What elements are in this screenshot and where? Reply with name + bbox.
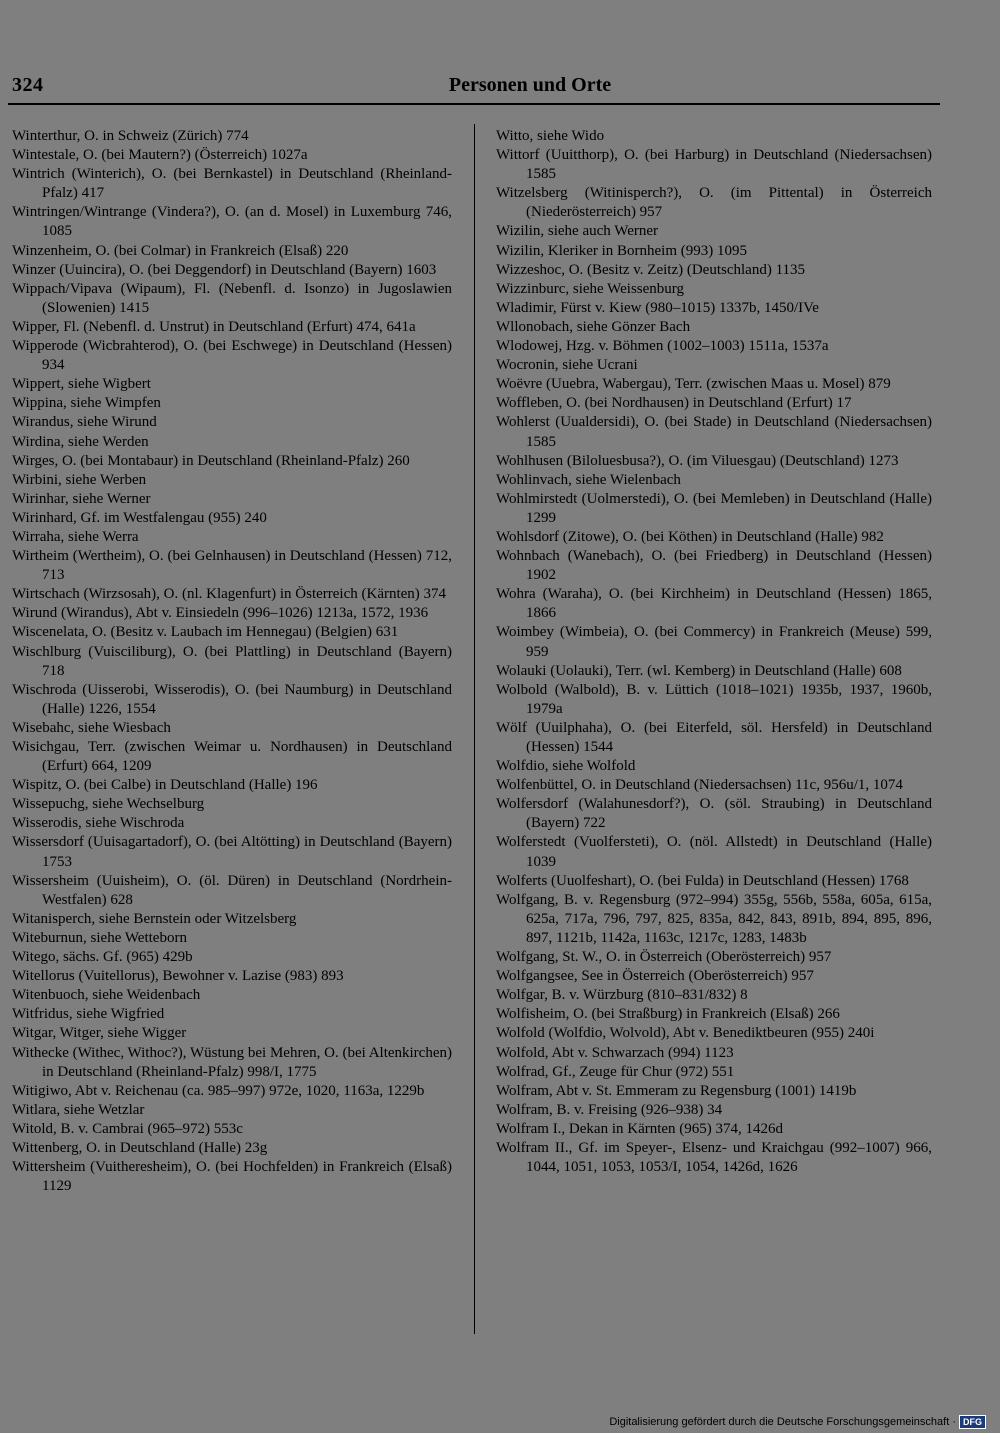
index-entry: Wohra (Waraha), O. (bei Kirchheim) in Deutschland (Hessen) 1865, 1866 <box>496 586 932 622</box>
index-entry: Wisserodis, siehe Wischroda <box>12 815 185 832</box>
index-entry: Wolfersdorf (Walahunesdorf?), O. (söl. Straubing) in Deutschland (Bayern) 722 <box>496 796 932 832</box>
dfg-logo: DFG <box>959 1415 986 1429</box>
index-entry: Wippina, siehe Wimpfen <box>12 395 161 412</box>
index-entry: Withecke (Withec, Withoc?), Wüstung bei Mehren, O. (bei Altenkirchen) in Deutschland (Rheinland-Pfalz) 998/I, 1775 <box>12 1044 452 1080</box>
index-entry: Wirtschach (Wirzsosah), O. (nl. Klagenfurt) in Österreich (Kärnten) 374 <box>12 586 447 603</box>
index-entry: Wischroda (Uisserobi, Wisserodis), O. (bei Naumburg) in Deutschland (Halle) 1226, 1554 <box>12 681 452 717</box>
index-entry: Wirtheim (Wertheim), O. (bei Gelnhausen) in Deutschland (Hessen) 712, 713 <box>12 548 452 584</box>
index-entry: Wintrich (Winterich), O. (bei Bernkastel) in Deutschland (Rheinland-Pfalz) 417 <box>12 166 452 202</box>
index-entry: Wolbold (Walbold), B. v. Lüttich (1018–1021) 1935b, 1937, 1960b, 1979a <box>496 681 932 717</box>
index-entry: Wittorf (Uuitthorp), O. (bei Harburg) in Deutschland (Niedersachsen) 1585 <box>496 147 932 183</box>
index-entry: Wizilin, Kleriker in Bornheim (993) 1095 <box>496 242 748 259</box>
index-entry: Wolfram I., Dekan in Kärnten (965) 374, 1426d <box>496 1120 784 1137</box>
index-entry: Winzer (Uuincira), O. (bei Deggendorf) in Deutschland (Bayern) 1603 <box>12 261 437 278</box>
index-entry: Witold, B. v. Cambrai (965–972) 553c <box>12 1120 243 1137</box>
index-entry: Wirandus, siehe Wirund <box>12 414 157 431</box>
index-entry: Winterthur, O. in Schweiz (Zürich) 774 <box>12 128 249 144</box>
index-entry: Wolfgangsee, See in Österreich (Oberösterreich) 957 <box>496 968 814 985</box>
index-entry: Wirges, O. (bei Montabaur) in Deutschland (Rheinland-Pfalz) 260 <box>12 452 410 469</box>
index-entry: Wolferstedt (Vuolfersteti), O. (nöl. Allstedt) in Deutschland (Halle) 1039 <box>496 834 932 870</box>
index-entry: Wolfdio, siehe Wolfold <box>496 758 636 775</box>
index-entry: Wizzinburc, siehe Weissenburg <box>496 280 684 297</box>
index-entry: Wirbini, siehe Werben <box>12 471 147 488</box>
left-column <box>12 127 452 1196</box>
column-divider <box>474 124 475 1334</box>
index-entry: Wolfold (Wolfdio, Wolvold), Abt v. Benediktbeuren (955) 240i <box>496 1025 875 1042</box>
index-entry: Wirdina, siehe Werden <box>12 433 149 450</box>
index-entry: Wölf (Uuilphaha), O. (bei Eiterfeld, söl. Hersfeld) in Deutschland (Hessen) 1544 <box>496 719 932 755</box>
index-entry: Wissersheim (Uuisheim), O. (öl. Düren) in Deutschland (Nordrhein-Westfalen) 628 <box>12 872 452 908</box>
index-entry: Wispitz, O. (bei Calbe) in Deutschland (Halle) 196 <box>12 777 318 794</box>
header-rule <box>8 103 940 105</box>
index-entry: Wlodowej, Hzg. v. Böhmen (1002–1003) 1511a, 1537a <box>496 338 829 355</box>
index-entry: Wolfgang, B. v. Regensburg (972–994) 355g, 556b, 558a, 605a, 615a, 625a, 717a, 796, 797, 825, 835a, 842, 843, 891b, 894, 895, 896, 897, 1121b, 1142a, 1163c, 1217c, 1283, 1483b <box>496 891 932 946</box>
index-entry: Witigiwo, Abt v. Reichenau (ca. 985–997) 972e, 1020, 1163a, 1229b <box>12 1082 425 1099</box>
index-entry: Wizzeshoc, O. (Besitz v. Zeitz) (Deutschland) 1135 <box>496 261 806 278</box>
index-entry: Wolauki (Uolauki), Terr. (wl. Kemberg) in Deutschland (Halle) 608 <box>496 662 902 679</box>
index-entry: Wirinhar, siehe Werner <box>12 490 151 507</box>
page-number: 324 <box>12 74 44 96</box>
index-entry: Wolfrad, Gf., Zeuge für Chur (972) 551 <box>496 1063 735 1080</box>
index-entry: Wolfold, Abt v. Schwarzach (994) 1123 <box>496 1044 734 1061</box>
index-entry: Wissepuchg, siehe Wechselburg <box>12 796 205 813</box>
index-entry: Wintestale, O. (bei Mautern?) (Österreich) 1027a <box>12 147 308 164</box>
index-entry: Wohlmirstedt (Uolmerstedi), O. (bei Memleben) in Deutschland (Halle) 1299 <box>496 490 932 526</box>
index-entry: Wippach/Vipava (Wipaum), Fl. (Nebenfl. d. Isonzo) in Jugoslawien (Slowenien) 1415 <box>12 280 452 316</box>
index-entry: Witto, siehe Wido <box>496 128 605 144</box>
footer-text: Digitalisierung gefördert durch die Deutsche Forschungsgemeinschaft · <box>609 1416 956 1428</box>
index-entry: Witego, sächs. Gf. (965) 429b <box>12 949 193 966</box>
index-entry: Wittersheim (Vuitheresheim), O. (bei Hochfelden) in Frankreich (Elsaß) 1129 <box>12 1159 452 1195</box>
index-entry: Wipperode (Wicbrahterod), O. (bei Eschwege) in Deutschland (Hessen) 934 <box>12 338 452 374</box>
index-entry: Wolfgar, B. v. Würzburg (810–831/832) 8 <box>496 987 748 1004</box>
index-entry: Wipper, Fl. (Nebenfl. d. Unstrut) in Deutschland (Erfurt) 474, 641a <box>12 318 416 335</box>
index-entry: Wohlhusen (Biloluesbusa?), O. (im Viluesgau) (Deutschland) 1273 <box>496 452 899 469</box>
index-entry: Witellorus (Vuitellorus), Bewohner v. Lazise (983) 893 <box>12 968 344 985</box>
index-entry: Wisebahc, siehe Wiesbach <box>12 719 171 736</box>
index-entry: Witenbuoch, siehe Weidenbach <box>12 987 201 1004</box>
index-entry: Woimbey (Wimbeia), O. (bei Commercy) in Frankreich (Meuse) 599, 959 <box>496 624 932 660</box>
page-title: Personen und Orte <box>448 74 612 96</box>
index-entry: Wischlburg (Vuisciliburg), O. (bei Plattling) in Deutschland (Bayern) 718 <box>12 643 452 679</box>
index-entry: Wohlsdorf (Zitowe), O. (bei Köthen) in Deutschland (Halle) 982 <box>496 528 884 545</box>
index-entry: Wohlinvach, siehe Wielenbach <box>496 471 681 488</box>
index-entry: Wintringen/Wintrange (Vindera?), O. (an d. Mosel) in Luxemburg 746, 1085 <box>12 204 452 240</box>
index-entry: Woffleben, O. (bei Nordhausen) in Deutschland (Erfurt) 17 <box>496 395 852 412</box>
index-entry: Wladimir, Fürst v. Kiew (980–1015) 1337b, 1450/IVe <box>496 299 819 316</box>
index-entry: Wllonobach, siehe Gönzer Bach <box>496 318 691 335</box>
index-entry: Wolferts (Uuolfeshart), O. (bei Fulda) in Deutschland (Hessen) 1768 <box>496 872 909 889</box>
index-entry: Witzelsberg (Witinisperch?), O. (im Pittental) in Österreich (Niederösterreich) 957 <box>496 185 932 221</box>
index-entry: Wohlerst (Uualdersidi), O. (bei Stade) in Deutschland (Niedersachsen) 1585 <box>496 414 932 450</box>
index-entry: Wittenberg, O. in Deutschland (Halle) 23g <box>12 1139 268 1156</box>
index-entry: Wizilin, siehe auch Werner <box>496 223 659 240</box>
index-entry: Witeburnun, siehe Wetteborn <box>12 929 187 946</box>
index-entry: Wirund (Wirandus), Abt v. Einsiedeln (996–1026) 1213a, 1572, 1936 <box>12 605 429 622</box>
index-entry: Wolfenbüttel, O. in Deutschland (Niedersachsen) 11c, 956u/1, 1074 <box>496 777 903 794</box>
index-entry: Wippert, siehe Wigbert <box>12 376 151 393</box>
index-entry: Wirraha, siehe Werra <box>12 528 139 545</box>
index-entry: Wolfram II., Gf. im Speyer-, Elsenz- und Kraichgau (992–1007) 966, 1044, 1051, 1053, 1053/I, 1054, 1426d, 1626 <box>496 1139 932 1176</box>
footer <box>609 1415 986 1429</box>
index-entry: Wocronin, siehe Ucrani <box>496 357 638 374</box>
index-entry: Wolfgang, St. W., O. in Österreich (Oberösterreich) 957 <box>496 949 832 966</box>
index-entry: Wolfram, B. v. Freising (926–938) 34 <box>496 1101 723 1118</box>
index-entry: Wohnbach (Wanebach), O. (bei Friedberg) in Deutschland (Hessen) 1902 <box>496 548 932 584</box>
index-entry: Wolfisheim, O. (bei Straßburg) in Frankreich (Elsaß) 266 <box>496 1006 840 1023</box>
index-entry: Wirinhard, Gf. im Westfalengau (955) 240 <box>12 509 267 526</box>
index-entry: Witfridus, siehe Wigfried <box>12 1006 165 1023</box>
index-entry: Witgar, Witger, siehe Wigger <box>12 1025 187 1042</box>
index-entry: Wolfram, Abt v. St. Emmeram zu Regensburg (1001) 1419b <box>496 1082 857 1099</box>
index-entry: Witanisperch, siehe Bernstein oder Witzelsberg <box>12 910 297 927</box>
index-entry: Wissersdorf (Uuisagartadorf), O. (bei Altötting) in Deutschland (Bayern) 1753 <box>12 834 452 870</box>
index-entry: Wiscenelata, O. (Besitz v. Laubach im Hennegau) (Belgien) 631 <box>12 624 399 641</box>
index-entry: Winzenheim, O. (bei Colmar) in Frankreich (Elsaß) 220 <box>12 242 349 259</box>
index-entry: Woëvre (Uuebra, Wabergau), Terr. (zwischen Maas u. Mosel) 879 <box>496 376 891 393</box>
right-column <box>496 127 932 1177</box>
index-entry: Witlara, siehe Wetzlar <box>12 1101 145 1118</box>
index-entry: Wisichgau, Terr. (zwischen Weimar u. Nordhausen) in Deutschland (Erfurt) 664, 1209 <box>12 739 452 775</box>
